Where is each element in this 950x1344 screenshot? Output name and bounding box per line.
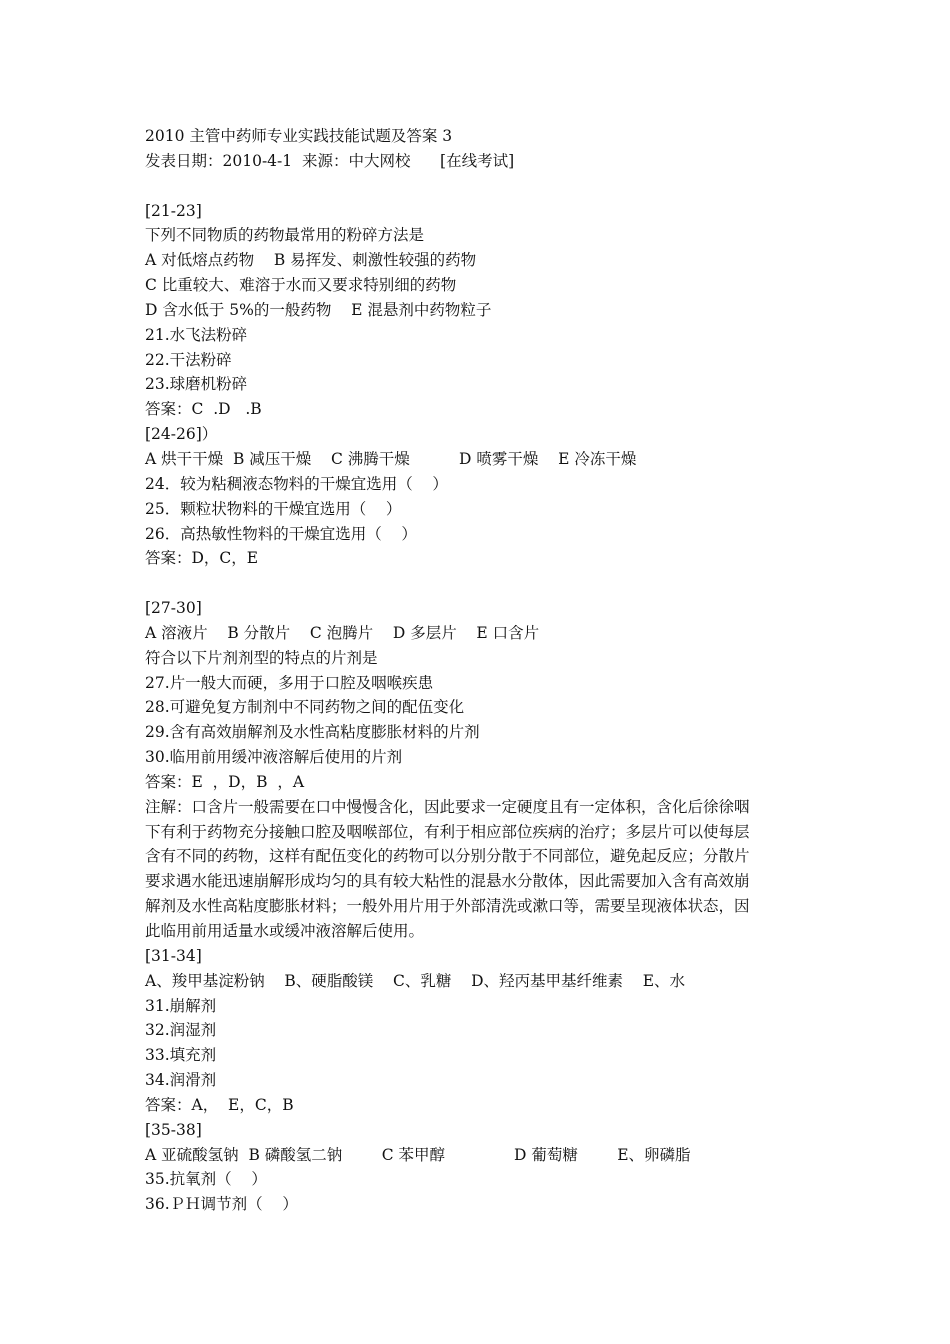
section-range-21-23: [21-23] (145, 201, 202, 220)
question-item: 34.润滑剂 (145, 1071, 217, 1090)
spacer (145, 571, 815, 596)
option-line: A 对低熔点药物 B 易挥发、刺激性较强的药物 (145, 251, 477, 270)
section-range-35-38: [35-38] (145, 1120, 202, 1139)
annotation-line: 下有利于药物充分接触口腔及咽喉部位，有利于相应部位疾病的治疗；多层片可以使每层 (145, 822, 750, 841)
option-line: A 溶液片 B 分散片 C 泡腾片 D 多层片 E 口含片 (145, 623, 540, 642)
annotation-line: 解剂及水性高粘度膨胀材料；一般外用片用于外部清洗或漱口等，需要呈现液体状态，因 (145, 897, 750, 916)
answer-line: 答案：E ，D，B ，A (145, 772, 305, 791)
section-range-27-30: [27-30] (145, 599, 202, 618)
answer-line: 答案：A， E，C，B (145, 1095, 294, 1114)
question-item: 30.临用前用缓冲液溶解后使用的片剂 (145, 748, 403, 767)
question-item: 35.抗氧剂（ ） (145, 1170, 267, 1189)
question-item: 24．较为粘稠液态物料的干燥宜选用（ ） (145, 474, 448, 493)
question-item: 25．颗粒状物料的干燥宜选用（ ） (145, 499, 402, 518)
publish-meta: 发表日期：2010-4-1 来源：中大网校 [在线考试] (145, 151, 515, 170)
question-item: 23.球磨机粉碎 (145, 375, 248, 394)
question-item: 22.干法粉碎 (145, 350, 232, 369)
annotation-line: 含有不同的药物，这样有配伍变化的药物可以分别分散于不同部位，避免起反应；分散片 (145, 847, 750, 866)
document-title: 2010 主管中药师专业实践技能试题及答案 3 (145, 127, 453, 145)
annotation-line: 此临用前用适量水或缓冲液溶解后使用。 (145, 922, 425, 940)
question-item: 27.片一般大而硬，多用于口腔及咽喉疾患 (145, 673, 434, 692)
question-item: 36.ＰＨ调节剂（ ） (145, 1195, 298, 1214)
option-line: A、羧甲基淀粉钠 B、硬脂酸镁 C、乳糖 D、羟丙基甲基纤维素 E、水 (145, 971, 686, 990)
question-item: 33.填充剂 (145, 1046, 217, 1065)
document-body (145, 124, 815, 1217)
annotation-line: 要求遇水能迅速崩解形成均匀的具有较大粘性的混悬水分散体，因此需要加入含有高效崩 (145, 872, 750, 891)
section-range-31-34: [31-34] (145, 946, 202, 965)
question-item: 32.润湿剂 (145, 1021, 217, 1040)
question-item: 31.崩解剂 (145, 996, 217, 1015)
question-stem: 符合以下片剂剂型的特点的片剂是 (145, 648, 378, 667)
option-line: C 比重较大、难溶于水而又要求特别细的药物 (145, 276, 457, 295)
answer-line: 答案：C .D .B (145, 400, 262, 419)
option-line: A 烘干干燥 B 减压干燥 C 沸腾干燥 D 喷雾干燥 E 冷冻干燥 (145, 449, 637, 468)
question-item: 26．高热敏性物料的干燥宜选用（ ） (145, 524, 417, 543)
question-item: 21.水飞法粉碎 (145, 325, 248, 344)
option-line: D 含水低于 5%的一般药物 E 混悬剂中药物粒子 (145, 300, 492, 319)
question-stem: 下列不同物质的药物最常用的粉碎方法是 (145, 226, 425, 245)
option-line: A 亚硫酸氢钠 B 磷酸氢二钠 C 苯甲醇 D 葡萄糖 E、卵磷脂 (145, 1145, 691, 1164)
spacer (145, 174, 815, 199)
answer-line: 答案：D，C，E (145, 549, 259, 568)
section-range-24-26: [24-26]） (145, 425, 218, 444)
question-item: 28.可避免复方制剂中不同药物之间的配伍变化 (145, 698, 465, 717)
question-item: 29.含有高效崩解剂及水性高粘度膨胀材料的片剂 (145, 723, 480, 742)
annotation-line: 注解：口含片一般需要在口中慢慢含化，因此要求一定硬度且有一定体积，含化后徐徐咽 (145, 797, 750, 816)
